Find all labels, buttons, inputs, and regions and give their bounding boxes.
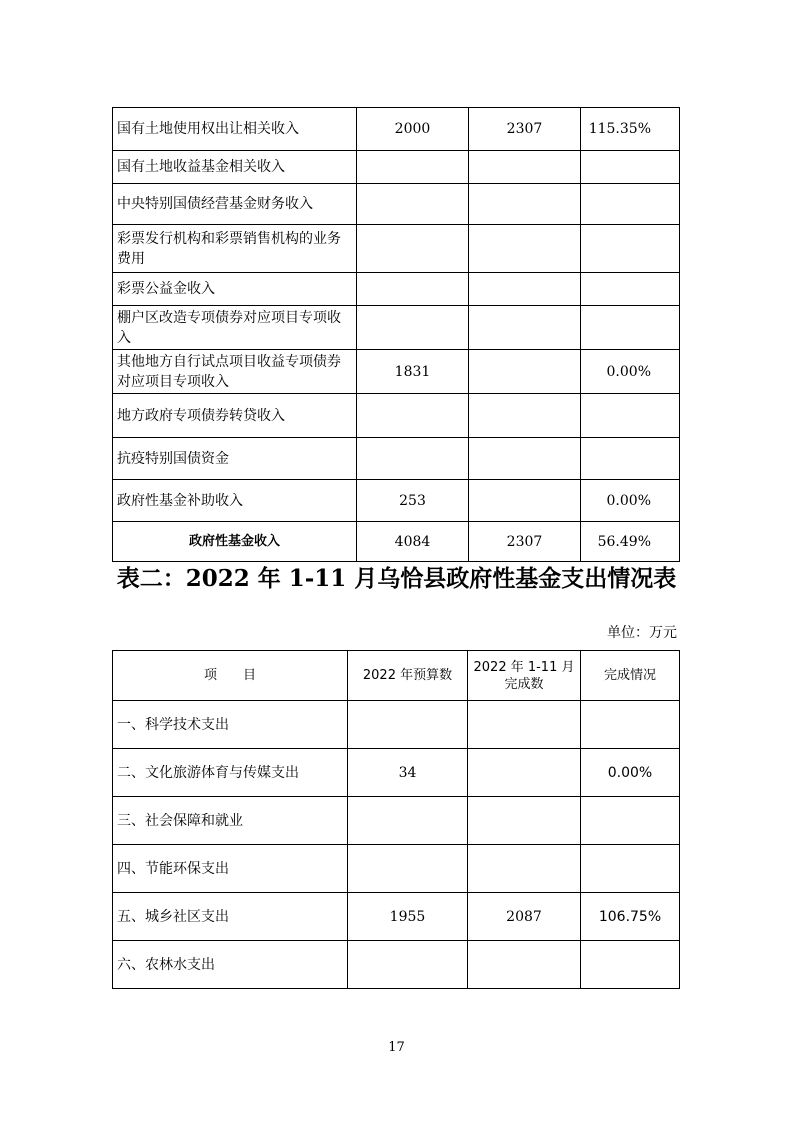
done-cell (469, 151, 581, 184)
table-row (113, 941, 680, 989)
item-cell: 二、文化旅游体育与传媒支出 (113, 749, 348, 797)
done-cell (469, 273, 581, 306)
rate-cell (581, 151, 680, 184)
unit-label: 单位：万元 (607, 625, 677, 641)
rate-cell (581, 273, 680, 306)
done-cell (469, 306, 581, 350)
rate-cell: 106.75% (581, 893, 680, 941)
item-cell: 抗疫特别国债资金 (113, 438, 357, 480)
table-row (113, 749, 680, 797)
item-cell: 一、科学技术支出 (113, 701, 348, 749)
header-budget: 2022 年预算数 (348, 651, 468, 701)
item-cell: 四、节能环保支出 (113, 845, 348, 893)
total-rate: 56.49% (581, 522, 680, 562)
table2-title: 表二：2022 年 1-11 月乌恰县政府性基金支出情况表 (116, 565, 677, 592)
table-row (113, 184, 680, 225)
rate-cell (581, 845, 680, 893)
table-row (113, 394, 680, 438)
budget-cell (357, 273, 469, 306)
total-row (113, 522, 680, 562)
table-row (113, 306, 680, 350)
budget-cell (357, 306, 469, 350)
item-cell: 三、社会保障和就业 (113, 797, 348, 845)
table-row (113, 893, 680, 941)
table-row (113, 845, 680, 893)
done-cell (469, 184, 581, 225)
budget-cell (357, 438, 469, 480)
done-cell (469, 438, 581, 480)
table-row (113, 438, 680, 480)
budget-cell (348, 941, 468, 989)
budget-cell: 1955 (348, 893, 468, 941)
table-row (113, 225, 680, 273)
rate-cell (581, 225, 680, 273)
item-cell: 政府性基金补助收入 (113, 480, 357, 522)
item-cell: 地方政府专项债券转贷收入 (113, 394, 357, 438)
item-cell: 彩票公益金收入 (113, 273, 357, 306)
rate-cell (581, 941, 680, 989)
table-row (113, 151, 680, 184)
rate-cell (581, 184, 680, 225)
item-cell: 棚户区改造专项债券对应项目专项收入 (113, 306, 357, 350)
done-cell (469, 350, 581, 394)
budget-cell (348, 797, 468, 845)
budget-cell: 2000 (357, 108, 469, 151)
table-row (113, 273, 680, 306)
budget-cell: 34 (348, 749, 468, 797)
budget-cell (348, 701, 468, 749)
item-cell: 彩票发行机构和彩票销售机构的业务费用 (113, 225, 357, 273)
rate-cell (581, 797, 680, 845)
budget-cell (357, 394, 469, 438)
total-budget: 4084 (357, 522, 469, 562)
header-row (113, 651, 680, 701)
budget-cell (357, 151, 469, 184)
done-cell (469, 225, 581, 273)
income-table (112, 107, 680, 562)
expenditure-table (112, 650, 680, 989)
rate-cell (581, 438, 680, 480)
done-cell: 2307 (469, 108, 581, 151)
done-cell: 2087 (468, 893, 581, 941)
header-done: 2022 年 1-11 月完成数 (468, 651, 581, 701)
total-done: 2307 (469, 522, 581, 562)
total-label: 政府性基金收入 (113, 522, 357, 562)
item-cell: 六、农林水支出 (113, 941, 348, 989)
rate-cell (581, 306, 680, 350)
budget-cell (357, 184, 469, 225)
budget-cell (348, 845, 468, 893)
done-cell (468, 701, 581, 749)
table-row (113, 701, 680, 749)
item-cell: 中央特别国债经营基金财务收入 (113, 184, 357, 225)
rate-cell (581, 701, 680, 749)
rate-cell: 0.00% (581, 749, 680, 797)
rate-cell: 0.00% (581, 480, 680, 522)
item-cell: 国有土地使用权出让相关收入 (113, 108, 357, 151)
budget-cell: 1831 (357, 350, 469, 394)
item-cell: 国有土地收益基金相关收入 (113, 151, 357, 184)
rate-cell: 0.00% (581, 350, 680, 394)
budget-cell (357, 225, 469, 273)
done-cell (469, 394, 581, 438)
done-cell (468, 941, 581, 989)
done-cell (468, 749, 581, 797)
rate-cell (581, 394, 680, 438)
header-rate: 完成情况 (581, 651, 680, 701)
done-cell (468, 845, 581, 893)
done-cell (468, 797, 581, 845)
header-item: 项 目 (113, 651, 348, 701)
table-row (113, 108, 680, 151)
table-row (113, 350, 680, 394)
table-row (113, 797, 680, 845)
rate-cell: 115.35% (581, 108, 680, 151)
item-cell: 其他地方自行试点项目收益专项债券对应项目专项收入 (113, 350, 357, 394)
item-cell: 五、城乡社区支出 (113, 893, 348, 941)
budget-cell: 253 (357, 480, 469, 522)
done-cell (469, 480, 581, 522)
page-number: 17 (388, 1040, 405, 1055)
table-row (113, 480, 680, 522)
